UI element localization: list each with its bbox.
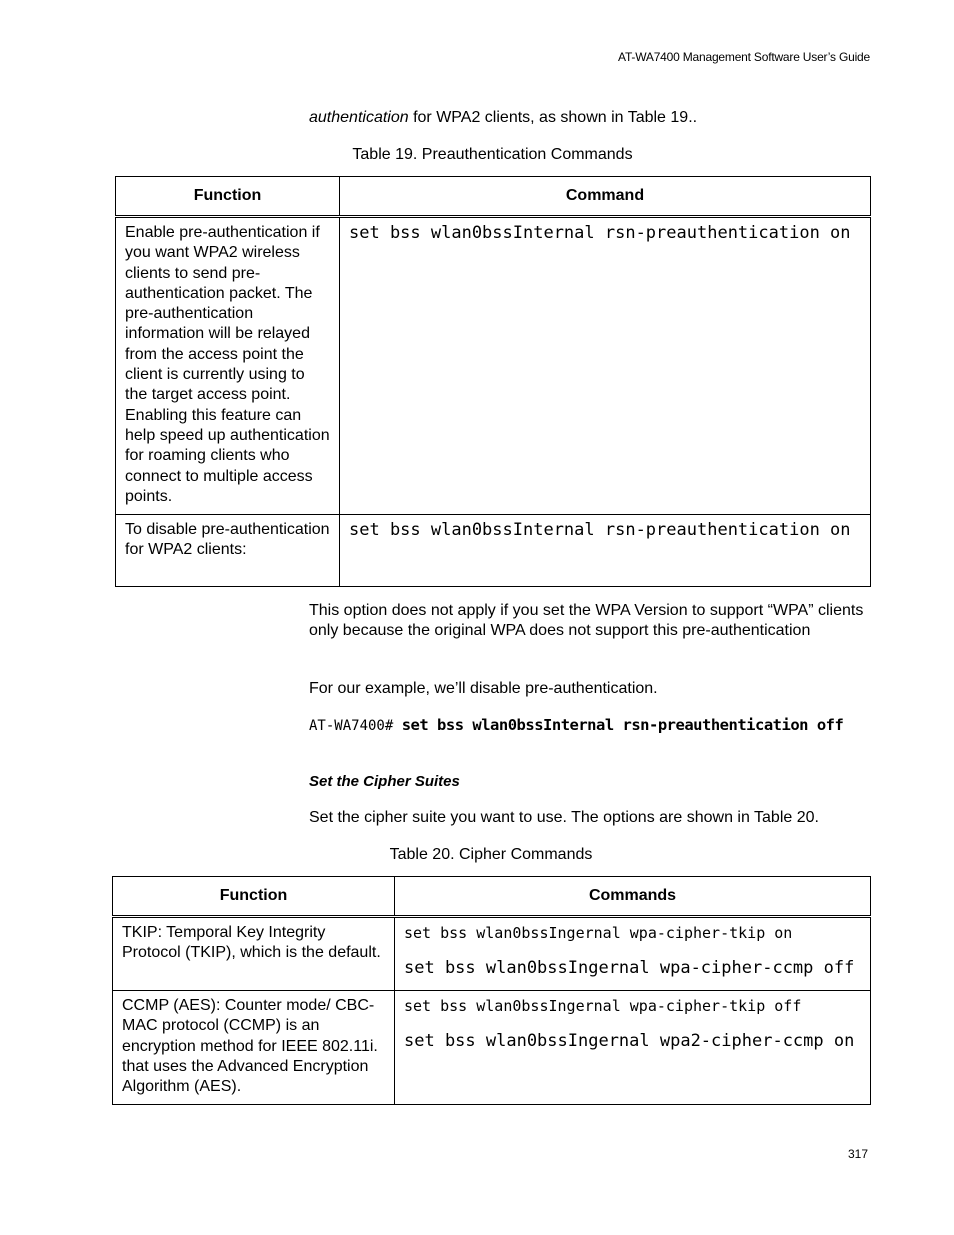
- preauthentication-table: [115, 176, 871, 587]
- table20-header-commands: Commands: [395, 877, 871, 917]
- cli-command: set bss wlan0bssInternal rsn-preauthentication off: [401, 716, 844, 734]
- intro-paragraph: [309, 108, 869, 128]
- table20-row1-command1: set bss wlan0bssIngernal wpa-cipher-tkip on: [404, 924, 793, 942]
- page-number: 317: [847, 1147, 868, 1161]
- table19-header-function: Function: [116, 177, 340, 217]
- table-row: [113, 917, 871, 991]
- cli-prompt: AT-WA7400#: [309, 718, 402, 734]
- table-row: [116, 515, 871, 587]
- cli-example: [309, 715, 869, 736]
- table19-caption: Table 19. Preauthentication Commands: [352, 146, 633, 163]
- table20-row2-command1: set bss wlan0bssIngernal wpa-cipher-tkip off: [404, 997, 802, 1015]
- section-subheading: Set the Cipher Suites: [309, 773, 460, 790]
- note-paragraph: This option does not apply if you set the WPA Version to support “WPA” clients only because the original WPA does not support this pre-authentication: [309, 602, 864, 640]
- table20-header-function: Function: [113, 877, 395, 917]
- table19-header-command: Command: [340, 177, 871, 217]
- table20-row1-command2: set bss wlan0bssIngernal wpa-cipher-ccmp off: [404, 958, 855, 978]
- table19-row2-command: set bss wlan0bssInternal rsn-preauthentication on: [349, 520, 851, 541]
- table20-row1-function: TKIP: Temporal Key Integrity Protocol (TKIP), which is the default.: [113, 917, 395, 991]
- example-paragraph: For our example, we’ll disable pre-authentication.: [309, 680, 658, 697]
- intro-text: for WPA2 clients, as shown in Table 19..: [408, 109, 698, 126]
- table-row: [113, 991, 871, 1105]
- table20-caption: Table 20. Cipher Commands: [389, 846, 593, 863]
- table-row: [116, 217, 871, 515]
- running-header: AT-WA7400 Management Software User’s Guide: [618, 50, 870, 64]
- table20-row2-command2: set bss wlan0bssIngernal wpa2-cipher-ccmp on: [404, 1031, 855, 1051]
- cipher-commands-table: [112, 876, 871, 1105]
- cipher-intro-paragraph: Set the cipher suite you want to use. The options are shown in Table 20.: [309, 809, 819, 826]
- table19-row2-function: To disable pre-authentication for WPA2 clients:: [116, 515, 340, 587]
- table19-row1-function: Enable pre-authentication if you want WPA2 wireless clients to send pre-authentication packet. The pre-authentication information will be relayed from the access point the client is currently using to the target access point. Enabling this feature can help speed up authentication for roaming clients who connect to multiple access points.: [116, 217, 340, 515]
- table20-row2-function: CCMP (AES): Counter mode/ CBC-MAC protocol (CCMP) is an encryption method for IEEE 802.11i. that uses the Advanced Encryption Algorithm (AES).: [113, 991, 395, 1105]
- intro-italic-term: authentication: [309, 109, 409, 126]
- table19-row1-command: set bss wlan0bssInternal rsn-preauthentication on: [349, 223, 851, 243]
